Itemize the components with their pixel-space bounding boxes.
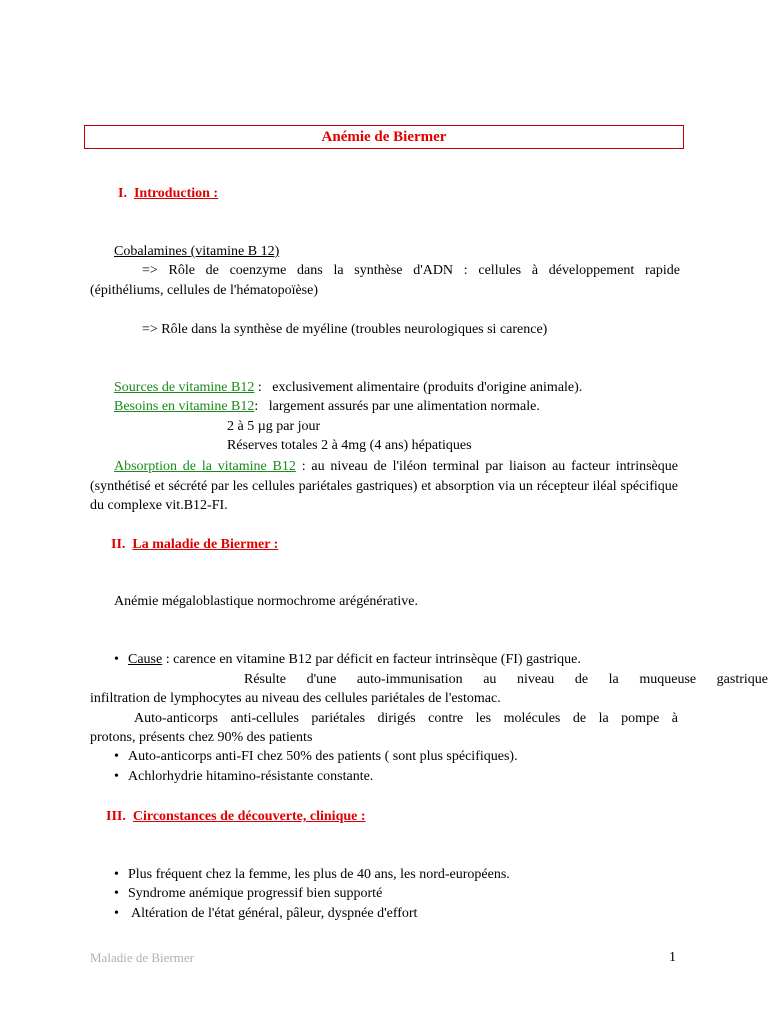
clinique-bullet-1: Plus fréquent chez la femme, les plus de 40 ans, les nord-européens.: [128, 867, 510, 882]
bullet-anti-fi: Auto-anticorps anti-FI chez 50% des patients ( sont plus spécifiques).: [128, 749, 518, 764]
role2: => Rôle dans la synthèse de myéline (troubles neurologiques si carence): [142, 322, 548, 337]
besoins-sep: :: [254, 399, 269, 414]
besoins-line2: 2 à 5 µg par jour: [227, 419, 321, 434]
absorption-label: Absorption de la vitamine B12: [114, 459, 296, 474]
sources-label: Sources de vitamine B12: [114, 380, 255, 395]
sources-sep: :: [254, 380, 273, 395]
bullet-achlorhydrie: Achlorhydrie hitamino-résistante constante.: [128, 769, 374, 784]
cause-line: [128, 651, 581, 669]
besoins-text: largement assurés par une alimentation normale.: [268, 399, 540, 414]
cause-label: Cause: [128, 652, 163, 667]
section-2-title: La maladie de Biermer :: [132, 537, 279, 552]
autoac-line2: protons, présents chez 90% des patients: [90, 730, 313, 745]
section-3-number: III.: [106, 809, 126, 824]
cobalamines-label: Cobalamines (vitamine B 12): [114, 244, 280, 259]
title-box: [84, 125, 684, 149]
autoac-line1: Auto-anticorps anti-cellules pariétales dirigés contre les molécules de la pompe à: [134, 711, 678, 726]
section-3-heading: [106, 808, 366, 826]
page-title: Anémie de Biermer: [321, 129, 447, 145]
role1-line2: (épithéliums, cellules de l'hématopoïèse): [90, 283, 319, 298]
sources-text: exclusivement alimentaire (produits d'origine animale).: [272, 380, 583, 395]
bullet: •: [114, 906, 119, 921]
section-2-heading: [111, 536, 278, 554]
bullet: •: [114, 886, 119, 901]
bullet: •: [114, 749, 119, 764]
section-1-title: Introduction :: [133, 186, 219, 201]
footer-title: Maladie de Biermer: [90, 950, 194, 965]
cause-line2: Résulte d'une auto-immunisation au niveau de la muqueuse gastrique: [244, 672, 768, 687]
section-3-title: Circonstances de découverte, clinique :: [132, 809, 366, 824]
cause-line3: infiltration de lymphocytes au niveau des cellules pariétales de l'estomac.: [90, 691, 501, 706]
section-2-number: II.: [111, 537, 126, 552]
definition: Anémie mégaloblastique normochrome arégénérative.: [114, 594, 418, 609]
absorption-paragraph: [90, 457, 678, 516]
section-1-number: I.: [118, 186, 127, 201]
clinique-bullet-2: Syndrome anémique progressif bien supporté: [128, 886, 383, 901]
sources-line: [114, 379, 582, 397]
bullet: •: [114, 867, 119, 882]
besoins-label: Besoins en vitamine B12: [114, 399, 255, 414]
clinique-bullet-3: Altération de l'état général, pâleur, dyspnée d'effort: [131, 906, 418, 921]
absorption-text: : au niveau de l'iléon terminal par liaison au facteur intrinsèque (synthétisé et sécrété par les cellules pariétales gastriques) et absorption via un récepteur iléal spécifique du complexe vit.B12-FI.: [90, 459, 678, 513]
bullet: •: [114, 652, 119, 667]
cause-text: : carence en vitamine B12 par déficit en facteur intrinsèque (FI) gastrique.: [162, 652, 581, 667]
section-1-heading: [118, 185, 218, 203]
bullet: •: [114, 769, 119, 784]
besoins-line: [114, 398, 540, 416]
role1-line1: => Rôle de coenzyme dans la synthèse d'ADN : cellules à développement rapide: [142, 263, 680, 278]
besoins-line3: Réserves totales 2 à 4mg (4 ans) hépatiques: [227, 438, 472, 453]
page-number: 1: [669, 950, 676, 965]
